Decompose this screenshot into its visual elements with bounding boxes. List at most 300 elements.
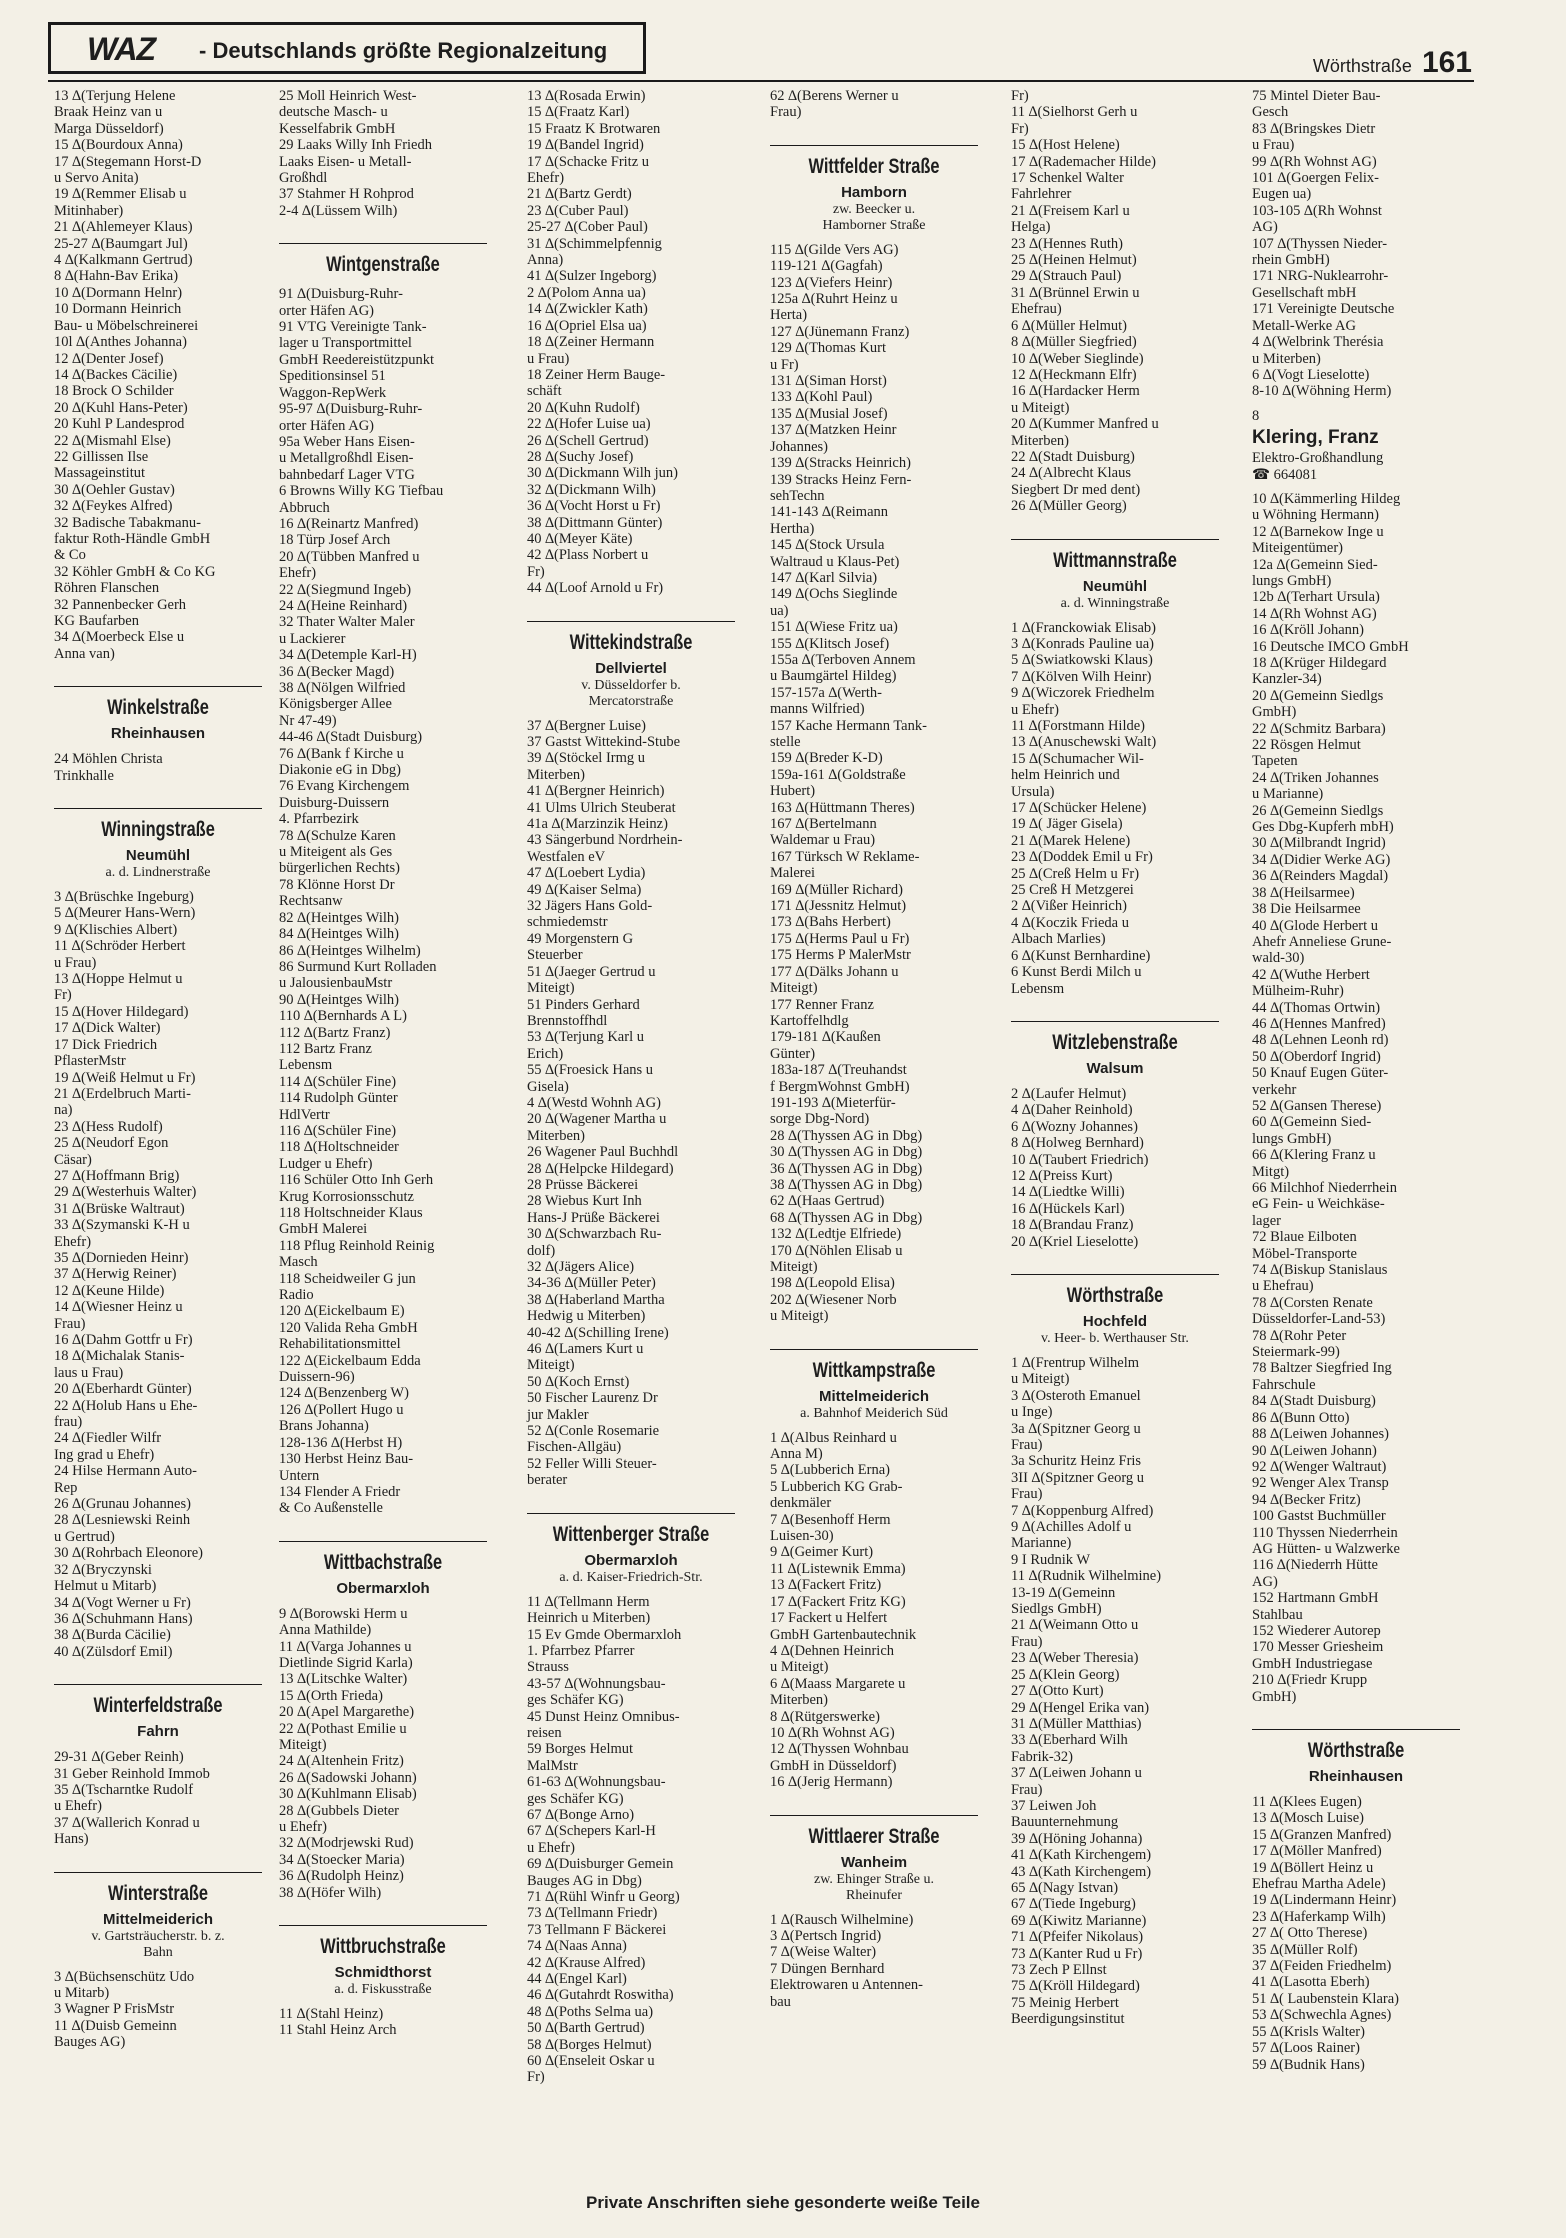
address-entry: 124 ∆(Benzenberg W) bbox=[279, 1385, 409, 1402]
address-entry: 10 ∆(Dormann Helnr) bbox=[54, 284, 183, 301]
address-entry: u JalousienbauMstr bbox=[279, 975, 393, 992]
address-entry: Kanzler-34) bbox=[1252, 671, 1322, 688]
address-entry: 159 ∆(Breder K-D) bbox=[770, 750, 883, 767]
address-entry: Westfalen eV bbox=[527, 848, 606, 865]
address-entry: 9 ∆(Geimer Kurt) bbox=[770, 1544, 874, 1561]
street-range: a. d. Kaiser-Friedrich-Str. bbox=[559, 1569, 703, 1585]
address-entry: 83 ∆(Bringskes Dietr bbox=[1252, 120, 1376, 137]
address-entry: 1 ∆(Franckowiak Elisab) bbox=[1011, 619, 1156, 636]
address-entry: 3 ∆(Pertsch Ingrid) bbox=[770, 1927, 882, 1944]
address-entry: Miterben) bbox=[527, 766, 585, 783]
address-entry: 34 ∆(Moerbeck Else u bbox=[54, 629, 185, 646]
spacer bbox=[1252, 400, 1460, 408]
address-entry: 45 Dunst Heinz Omnibus- bbox=[527, 1708, 680, 1725]
address-entry: 51 Pinders Gerhard bbox=[527, 996, 640, 1013]
address-entry: 51 ∆( Laubenstein Klara) bbox=[1252, 1990, 1399, 2007]
district-name: Neumühl bbox=[1082, 577, 1148, 595]
address-entry: orter Häfen AG) bbox=[279, 417, 375, 434]
address-entry: 20 ∆(Kuhn Rudolf) bbox=[527, 399, 640, 416]
address-entry: 20 ∆(Apel Margarethe) bbox=[279, 1704, 415, 1721]
street-header bbox=[770, 145, 978, 242]
address-entry: & Co bbox=[54, 547, 86, 564]
address-entry: 34 ∆(Stoecker Maria) bbox=[279, 1851, 405, 1868]
waz-logo: WAZ bbox=[87, 31, 156, 67]
street-name: Wörthstraße bbox=[1066, 1283, 1164, 1307]
address-entry: 152 Wiederer Autorep bbox=[1252, 1622, 1381, 1639]
address-entry: Miteigt) bbox=[279, 1736, 327, 1753]
address-entry: 21 ∆(Erdelbruch Marti- bbox=[54, 1085, 191, 1102]
address-entry: 15 Ev Gmde Obermarxloh bbox=[527, 1626, 682, 1643]
address-entry: 14 ∆(Backes Cäcilie) bbox=[54, 366, 178, 383]
street-header bbox=[54, 808, 262, 889]
address-entry: 8 ∆(Rütgerswerke) bbox=[770, 1708, 880, 1725]
address-entry: Laaks Eisen- u Metall- bbox=[279, 153, 412, 170]
address-entry: 5 ∆(Meurer Hans-Wern) bbox=[54, 905, 196, 922]
address-entry: 3 Wagner P FrisMstr bbox=[54, 2001, 175, 2018]
address-entry: 179-181 ∆(Kaußen bbox=[770, 1029, 881, 1046]
address-entry: ges Schäfer KG) bbox=[527, 1790, 624, 1807]
address-entry: 18 ∆(Brandau Franz) bbox=[1011, 1217, 1134, 1234]
address-entry: 118 Holtschneider Klaus bbox=[279, 1205, 423, 1221]
address-entry: 133 ∆(Kohl Paul) bbox=[770, 389, 873, 406]
address-entry: schäft bbox=[527, 383, 562, 400]
address-entry: 1 ∆(Albus Reinhard u bbox=[770, 1429, 897, 1446]
address-entry: 28 ∆(Thyssen AG in Dbg) bbox=[770, 1127, 923, 1144]
address-entry: Trinkhalle bbox=[54, 767, 114, 784]
address-entry: 16 ∆(Dahm Gottfr u Fr) bbox=[54, 1332, 193, 1348]
address-entry: Herta) bbox=[770, 307, 808, 324]
address-entry: 58 ∆(Borges Helmut) bbox=[527, 2036, 652, 2053]
address-entry: 53 ∆(Terjung Karl u bbox=[527, 1029, 644, 1046]
page-header bbox=[1313, 46, 1472, 80]
address-entry: 53 ∆(Schwechla Agnes) bbox=[1252, 2007, 1392, 2024]
address-entry: 36 ∆(Vocht Horst u Fr) bbox=[527, 498, 661, 515]
street-header bbox=[279, 1925, 487, 2006]
address-entry: 15 Fraatz K Brotwaren bbox=[527, 120, 661, 137]
address-entry: 17 Fackert u Helfert bbox=[770, 1610, 888, 1627]
address-entry: bau bbox=[770, 1993, 791, 2010]
address-entry: 27 ∆( Otto Therese) bbox=[1252, 1925, 1368, 1942]
address-entry: 38 ∆(Heilsarmee) bbox=[1252, 884, 1355, 901]
address-entry: 177 ∆(Dälks Johann u bbox=[770, 963, 899, 980]
address-entry: 32 ∆(Jägers Alice) bbox=[527, 1259, 635, 1275]
street-range: a. Bahnhof Meiderich Süd bbox=[800, 1405, 948, 1421]
address-entry: 114 Rudolph Günter bbox=[279, 1090, 398, 1107]
address-entry: 75 ∆(Kröll Hildegard) bbox=[1011, 1978, 1140, 1995]
address-entry: Hubert) bbox=[770, 783, 816, 800]
address-entry: Fr) bbox=[527, 563, 545, 580]
address-entry: 33 ∆(Szymanski K-H u bbox=[54, 1217, 190, 1234]
address-entry: 5 ∆(Lubberich Erna) bbox=[770, 1462, 890, 1479]
directory-column-4 bbox=[770, 88, 978, 2010]
address-entry: 44 ∆(Thomas Ortwin) bbox=[1252, 999, 1381, 1016]
address-entry: 25-27 ∆(Cober Paul) bbox=[527, 219, 648, 236]
street-header bbox=[279, 1541, 487, 1606]
address-entry: 17 ∆(Möller Manfred) bbox=[1252, 1843, 1382, 1860]
address-entry: 100 Gastst Buchmüller bbox=[1252, 1508, 1386, 1525]
address-entry: Diakonie eG in Dbg) bbox=[279, 762, 402, 779]
directory-column-1 bbox=[54, 88, 262, 2051]
address-entry: Röhren Flanschen bbox=[54, 580, 160, 597]
address-entry: 119-121 ∆(Gagfah) bbox=[770, 258, 883, 275]
street-header bbox=[1011, 1021, 1219, 1086]
street-name: Wittkampstraße bbox=[812, 1358, 936, 1382]
address-entry: Miteigt) bbox=[770, 1259, 818, 1275]
address-entry: 110 Thyssen Niederrhein bbox=[1252, 1524, 1398, 1541]
street-range: Rheinufer bbox=[846, 1887, 902, 1903]
address-entry: 17 ∆(Schücker Helene) bbox=[1011, 800, 1147, 817]
address-entry: Frau) bbox=[54, 1315, 86, 1332]
address-entry: Waltraud u Klaus-Pet) bbox=[770, 553, 900, 570]
address-entry: Ehefrau) bbox=[1011, 301, 1062, 318]
address-entry: 36 ∆(Rudolph Heinz) bbox=[279, 1868, 404, 1885]
address-entry: 34 ∆(Detemple Karl-H) bbox=[279, 647, 417, 664]
address-entry: 17 Schenkel Walter bbox=[1011, 170, 1124, 187]
address-entry: 37 Leiwen Joh bbox=[1011, 1797, 1097, 1814]
district-name: Mittelmeiderich bbox=[102, 1910, 214, 1928]
district-name: Wanheim bbox=[840, 1853, 908, 1871]
address-entry: Miterben) bbox=[1011, 432, 1069, 449]
address-entry: 75 Mintel Dieter Bau- bbox=[1252, 88, 1381, 104]
address-entry: ua) bbox=[770, 602, 789, 619]
street-header bbox=[527, 1513, 735, 1594]
address-entry: AG) bbox=[1252, 1573, 1278, 1590]
address-entry: 101 ∆(Goergen Felix- bbox=[1252, 170, 1379, 187]
address-entry: sehTechn bbox=[770, 487, 825, 504]
address-entry: 44 ∆(Loof Arnold u Fr) bbox=[527, 580, 664, 597]
address-entry: 74 ∆(Biskup Stanislaus bbox=[1252, 1262, 1388, 1279]
address-entry: Anna M) bbox=[770, 1446, 823, 1463]
address-entry: 6 ∆(Maass Margarete u bbox=[770, 1675, 906, 1692]
address-entry: 22 Gillissen Ilse bbox=[54, 448, 149, 465]
address-entry: 52 ∆(Conle Rosemarie bbox=[527, 1423, 660, 1440]
address-entry: Luisen-30) bbox=[770, 1528, 834, 1545]
address-entry: Johannes) bbox=[770, 438, 828, 455]
address-entry: Untern bbox=[279, 1467, 320, 1484]
address-entry: 90 ∆(Heintges Wilh) bbox=[279, 991, 399, 1008]
address-entry: lungs GmbH) bbox=[1252, 572, 1332, 589]
address-entry: Mitinhaber) bbox=[54, 202, 124, 219]
address-entry: 42 ∆(Wuthe Herbert bbox=[1252, 966, 1370, 983]
address-entry: Heinrich u Miterben) bbox=[527, 1610, 651, 1627]
address-entry: Rep bbox=[54, 1479, 78, 1496]
address-entry: u Miteigt) bbox=[770, 1308, 829, 1325]
address-entry: 28 ∆(Helpcke Hildegard) bbox=[527, 1160, 674, 1177]
address-entry: u Gertrud) bbox=[54, 1528, 115, 1545]
address-entry: GmbH in Düsseldorf) bbox=[770, 1757, 897, 1774]
address-entry: Elektrowaren u Antennen- bbox=[770, 1977, 924, 1994]
address-entry: 16 Deutsche IMCO GmbH bbox=[1252, 638, 1409, 655]
address-entry: 14 ∆(Zwickler Kath) bbox=[527, 301, 648, 318]
address-entry: 86 ∆(Bunn Otto) bbox=[1252, 1409, 1350, 1426]
address-entry: 9 ∆(Achilles Adolf u bbox=[1011, 1519, 1132, 1536]
address-entry: 84 ∆(Stadt Duisburg) bbox=[1252, 1393, 1376, 1410]
address-entry: 8 ∆(Müller Siegfried) bbox=[1011, 334, 1137, 351]
address-entry: 155 ∆(Klitsch Josef) bbox=[770, 635, 890, 652]
address-entry: 13 ∆(Rosada Erwin) bbox=[527, 88, 646, 104]
address-entry: 82 ∆(Heintges Wilh) bbox=[279, 909, 399, 926]
address-entry: 12 ∆(Denter Josef) bbox=[54, 350, 164, 367]
address-entry: Miteigentümer) bbox=[1252, 540, 1344, 557]
address-entry: 78 Baltzer Siegfried Ing bbox=[1252, 1360, 1392, 1377]
address-entry: 21 ∆(Bartz Gerdt) bbox=[527, 186, 632, 203]
address-entry: Ehefr) bbox=[54, 1233, 92, 1250]
address-entry: 66 Milchhof Niederrhein bbox=[1252, 1180, 1397, 1196]
address-entry: 30 ∆(Oehler Gustav) bbox=[54, 481, 175, 498]
address-entry: 37 ∆(Bergner Luise) bbox=[527, 717, 646, 734]
address-entry: Frau) bbox=[1011, 1437, 1043, 1453]
address-entry: 59 Borges Helmut bbox=[527, 1741, 634, 1758]
address-entry: 149 ∆(Ochs Sieglinde bbox=[770, 586, 898, 603]
address-entry: 84 ∆(Heintges Wilh) bbox=[279, 926, 399, 943]
address-entry: Frau) bbox=[1011, 1781, 1043, 1798]
address-entry: & Co Außenstelle bbox=[279, 1500, 383, 1517]
masthead bbox=[48, 22, 646, 74]
address-entry: 202 ∆(Wiesener Norb bbox=[770, 1291, 897, 1308]
address-entry: Fr) bbox=[1011, 120, 1029, 137]
address-entry: 20 ∆(Kriel Lieselotte) bbox=[1011, 1233, 1139, 1250]
address-entry: 37 Gastst Wittekind-Stube bbox=[527, 734, 681, 750]
address-entry: 13-19 ∆(Gemeinn bbox=[1011, 1584, 1116, 1601]
address-entry: 28 ∆(Gubbels Dieter bbox=[279, 1802, 400, 1819]
address-entry: Steiermark-99) bbox=[1252, 1344, 1340, 1361]
address-entry: 128-136 ∆(Herbst H) bbox=[279, 1434, 403, 1451]
address-entry: Dietlinde Sigrid Karla) bbox=[279, 1654, 413, 1671]
address-entry: 23 ∆(Hess Rudolf) bbox=[54, 1118, 163, 1135]
address-entry: 25 ∆(Neudorf Egon bbox=[54, 1135, 169, 1152]
address-entry: 59 ∆(Budnik Hans) bbox=[1252, 2056, 1365, 2073]
street-range: a. d. Winningstraße bbox=[1060, 595, 1170, 611]
address-entry: 10 ∆(Kämmerling Hildeg bbox=[1252, 490, 1401, 507]
address-entry: GmbH) bbox=[1252, 1688, 1297, 1705]
address-entry: 9 ∆(Borowski Herm u bbox=[279, 1605, 408, 1622]
district-name: Obermarxloh bbox=[584, 1551, 678, 1569]
address-entry: 21 ∆(Ahlemeyer Klaus) bbox=[54, 219, 193, 236]
street-range: zw. Beecker u. bbox=[832, 201, 916, 217]
address-entry: bürgerlichen Rechts) bbox=[279, 860, 400, 877]
address-entry: 50 Fischer Laurenz Dr bbox=[527, 1390, 658, 1407]
address-entry: 3 ∆(Büchsenschütz Udo bbox=[54, 1968, 195, 1985]
address-entry: 10 ∆(Weber Sieglinde) bbox=[1011, 350, 1144, 367]
address-entry: 130 Herbst Heinz Bau- bbox=[279, 1451, 414, 1468]
address-entry: 36 ∆(Schuhmann Hans) bbox=[54, 1610, 193, 1627]
address-entry: Waldemar u Frau) bbox=[770, 832, 876, 849]
address-entry: lager bbox=[1252, 1212, 1281, 1229]
address-entry: HdlVertr bbox=[279, 1106, 330, 1123]
address-entry: 71 ∆(Rühl Winfr u Georg) bbox=[527, 1889, 680, 1905]
address-entry: 2-4 ∆(Lüssem Wilh) bbox=[279, 202, 398, 219]
address-entry: 4 ∆(Westd Wohnh AG) bbox=[527, 1094, 661, 1111]
spacer bbox=[1252, 483, 1460, 491]
address-entry: u Ehefr) bbox=[54, 1798, 102, 1815]
address-entry: 73 ∆(Tellmann Friedr) bbox=[527, 1905, 658, 1922]
address-entry: 55 ∆(Froesick Hans u bbox=[527, 1062, 654, 1079]
address-entry: Massageinstitut bbox=[54, 465, 146, 482]
address-entry: 4 ∆(Koczik Frieda u bbox=[1011, 914, 1129, 931]
address-entry: verkehr bbox=[1252, 1081, 1297, 1098]
address-entry: Bau- u Möbelschreinerei bbox=[54, 317, 199, 334]
street-range: v. Gartsträucherstr. b. z. bbox=[91, 1928, 225, 1944]
address-entry: 22 Rösgen Helmut bbox=[1252, 737, 1361, 754]
address-entry: 11 ∆(Tellmann Herm bbox=[527, 1593, 650, 1610]
street-name: Wintgenstraße bbox=[326, 253, 440, 277]
address-entry: Braak Heinz van u bbox=[54, 104, 163, 121]
address-entry: Bauunternehmung bbox=[1011, 1814, 1119, 1831]
address-entry: 43 Sängerbund Nordrhein- bbox=[527, 832, 683, 849]
address-entry: 120 ∆(Eickelbaum E) bbox=[279, 1303, 405, 1320]
address-entry: 157 Kache Hermann Tank- bbox=[770, 717, 927, 734]
address-entry: 22 ∆(Siegmund Ingeb) bbox=[279, 581, 412, 598]
address-entry: 22 ∆(Mismahl Else) bbox=[54, 432, 171, 449]
address-entry: 51 ∆(Jaeger Gertrud u bbox=[527, 963, 656, 980]
address-entry: ☎ 664081 bbox=[1252, 466, 1318, 483]
district-name: Hochfeld bbox=[1082, 1312, 1148, 1330]
address-entry: u Frau) bbox=[54, 954, 97, 971]
address-entry: 27 ∆(Otto Kurt) bbox=[1011, 1683, 1104, 1700]
address-entry: Großhdl bbox=[279, 170, 328, 187]
address-entry: 42 ∆(Krause Alfred) bbox=[527, 1954, 646, 1971]
address-entry: Düsseldorfer-Land-53) bbox=[1252, 1311, 1386, 1328]
address-entry: 41 ∆(Lasotta Eberh) bbox=[1252, 1974, 1370, 1991]
address-entry: 37 Stahmer H Rohprod bbox=[279, 186, 414, 203]
street-header bbox=[1011, 1274, 1219, 1355]
masthead-slogan: - Deutschlands größte Regionalzeitung bbox=[199, 38, 608, 63]
address-entry: Speditionsinsel 51 bbox=[279, 368, 386, 385]
address-entry: 67 ∆(Schepers Karl-H bbox=[527, 1823, 656, 1840]
address-entry: u Ehefr) bbox=[1011, 701, 1059, 718]
address-entry: 62 ∆(Berens Werner u bbox=[770, 88, 899, 104]
address-entry: 16 ∆(Hardacker Herm bbox=[1011, 383, 1140, 400]
address-entry: 49 Morgenstern G bbox=[527, 930, 634, 947]
street-range: Hamborner Straße bbox=[822, 217, 926, 233]
address-entry: 38 ∆(Nölgen Wilfried bbox=[279, 680, 406, 696]
address-entry: 118 ∆(Holtschneider bbox=[279, 1139, 399, 1156]
address-entry: 48 ∆(Poths Selma ua) bbox=[527, 2003, 654, 2020]
address-entry: 21 ∆(Freisem Karl u bbox=[1011, 202, 1130, 219]
address-entry: 18 Zeiner Herm Bauge- bbox=[527, 366, 666, 383]
address-entry: 118 Scheidweiler G jun bbox=[279, 1270, 416, 1287]
address-entry: 11 ∆(Duisb Gemeinn bbox=[54, 2017, 177, 2034]
street-name: Wittbachstraße bbox=[323, 1550, 443, 1574]
address-entry: 30 ∆(Dickmann Wilh jun) bbox=[527, 465, 678, 482]
address-entry: 29 Laaks Willy Inh Friedh bbox=[279, 137, 432, 154]
address-entry: Brans Johanna) bbox=[279, 1418, 369, 1435]
street-name: Wittbruchstraße bbox=[320, 1935, 446, 1959]
address-entry: 36 ∆(Reinders Magdal) bbox=[1252, 868, 1389, 885]
address-entry: 23 ∆(Cuber Paul) bbox=[527, 202, 629, 219]
address-entry: eG Fein- u Weichkäse- bbox=[1252, 1196, 1385, 1213]
address-entry: u Frau) bbox=[527, 350, 570, 367]
address-entry: 145 ∆(Stock Ursula bbox=[770, 537, 885, 554]
address-entry: Malerei bbox=[770, 865, 816, 882]
address-entry: Anna) bbox=[527, 252, 564, 269]
address-entry: 171 NRG-Nuklearrohr- bbox=[1252, 268, 1389, 285]
address-entry: Strauss bbox=[527, 1659, 569, 1676]
street-range: a. d. Fiskusstraße bbox=[334, 1982, 432, 1998]
address-entry: 12 ∆(Keune Hilde) bbox=[54, 1282, 165, 1299]
address-entry: 16 ∆(Opriel Elsa ua) bbox=[527, 317, 647, 334]
address-entry: ges Schäfer KG) bbox=[527, 1692, 624, 1709]
address-entry: u Servo Anita) bbox=[54, 170, 139, 187]
address-entry: 32 Thater Walter Maler bbox=[279, 614, 415, 631]
address-entry: GmbH Malerei bbox=[279, 1221, 368, 1238]
address-entry: 167 Türksch W Reklame- bbox=[770, 848, 920, 865]
district-name: Rheinhausen bbox=[110, 725, 206, 743]
address-entry: 177 Renner Franz bbox=[770, 996, 874, 1013]
address-entry: Fr) bbox=[54, 987, 72, 1004]
address-entry: Siegbert Dr med dent) bbox=[1011, 481, 1141, 498]
address-entry: 13 ∆(Hoppe Helmut u bbox=[54, 971, 183, 988]
address-entry: u Mitarb) bbox=[54, 1984, 110, 2001]
address-entry: 22 ∆(Pothast Emilie u bbox=[279, 1720, 407, 1737]
address-entry: 76 Evang Kirchengem bbox=[279, 778, 410, 795]
address-entry: 75 Meinig Herbert bbox=[1011, 1994, 1119, 2011]
address-entry: 33 ∆(Eberhard Wilh bbox=[1011, 1732, 1128, 1749]
address-entry: 22 ∆(Holub Hans u Ehe- bbox=[54, 1397, 198, 1414]
address-entry: 175 Herms P MalerMstr bbox=[770, 947, 911, 964]
address-entry: 23 ∆(Doddek Emil u Fr) bbox=[1011, 849, 1153, 866]
address-entry: 15 ∆(Host Helene) bbox=[1011, 137, 1120, 154]
address-entry: GmbH Reedereistützpunkt bbox=[279, 351, 435, 368]
address-entry: 3a Schuritz Heinz Fris bbox=[1011, 1453, 1142, 1470]
address-entry: 23 ∆(Weber Theresia) bbox=[1011, 1650, 1139, 1667]
address-entry: 26 ∆(Schell Gertrud) bbox=[527, 432, 649, 449]
address-entry: 13 ∆(Terjung Helene bbox=[54, 88, 176, 104]
street-header bbox=[54, 1872, 262, 1969]
address-entry: 20 ∆(Tübben Manfred u bbox=[279, 548, 420, 565]
address-entry: 6 ∆(Wozny Johannes) bbox=[1011, 1118, 1138, 1135]
address-entry: 36 ∆(Thyssen AG in Dbg) bbox=[770, 1160, 923, 1177]
address-entry: 2 ∆(Polom Anna ua) bbox=[527, 284, 646, 301]
street-name: Wörthstraße bbox=[1307, 1739, 1405, 1762]
address-entry: u Inge) bbox=[1011, 1404, 1053, 1421]
address-entry: 3 ∆(Osteroth Emanuel bbox=[1011, 1387, 1141, 1404]
address-entry: 139 Stracks Heinz Fern- bbox=[770, 471, 912, 488]
address-entry: 36 ∆(Becker Magd) bbox=[279, 663, 395, 680]
address-entry: 47 ∆(Loebert Lydia) bbox=[527, 865, 646, 882]
address-entry: 38 ∆(Höfer Wilh) bbox=[279, 1884, 382, 1901]
address-entry: PflasterMstr bbox=[54, 1053, 126, 1070]
address-entry: orter Häfen AG) bbox=[279, 302, 375, 319]
address-entry: 26 Wagener Paul Buchhdl bbox=[527, 1144, 679, 1161]
address-entry: 122 ∆(Eickelbaum Edda bbox=[279, 1352, 421, 1369]
address-entry: 26 ∆(Sadowski Johann) bbox=[279, 1769, 417, 1786]
address-entry: Gesellschaft mbH bbox=[1252, 284, 1357, 301]
address-entry: Abbruch bbox=[279, 499, 330, 516]
address-entry: 171 ∆(Jessnitz Helmut) bbox=[770, 898, 907, 915]
address-entry: Ehefr) bbox=[279, 565, 317, 582]
address-entry: 26 ∆(Grunau Johannes) bbox=[54, 1496, 191, 1513]
street-name: Wittfelder Straße bbox=[808, 154, 940, 178]
address-entry: 91 VTG Vereinigte Tank- bbox=[279, 319, 427, 336]
address-entry: Kartoffelhdlg bbox=[770, 1012, 849, 1029]
address-entry: 74 ∆(Naas Anna) bbox=[527, 1938, 627, 1955]
address-entry: Fischen-Allgäu) bbox=[527, 1439, 622, 1456]
address-entry: u Lackierer bbox=[279, 630, 346, 647]
address-entry: Cäsar) bbox=[54, 1151, 92, 1168]
address-entry: 17 Dick Friedrich bbox=[54, 1036, 158, 1053]
address-entry: 11 ∆(Stahl Heinz) bbox=[279, 2006, 384, 2023]
address-entry: 20 ∆(Gemeinn Siedlgs bbox=[1252, 687, 1384, 704]
address-entry: 13 ∆(Litschke Walter) bbox=[279, 1671, 408, 1688]
address-entry: 46 ∆(Hennes Manfred) bbox=[1252, 1015, 1386, 1032]
address-entry: 14 ∆(Wiesner Heinz u bbox=[54, 1299, 183, 1316]
address-entry: 170 ∆(Nöhlen Elisab u bbox=[770, 1242, 903, 1259]
address-entry: 50 Knauf Eugen Güter- bbox=[1252, 1065, 1389, 1082]
address-entry: Eugen ua) bbox=[1252, 186, 1312, 203]
address-entry: 88 ∆(Leiwen Johannes) bbox=[1252, 1426, 1389, 1443]
address-entry: 29-31 ∆(Geber Reinh) bbox=[54, 1749, 184, 1766]
